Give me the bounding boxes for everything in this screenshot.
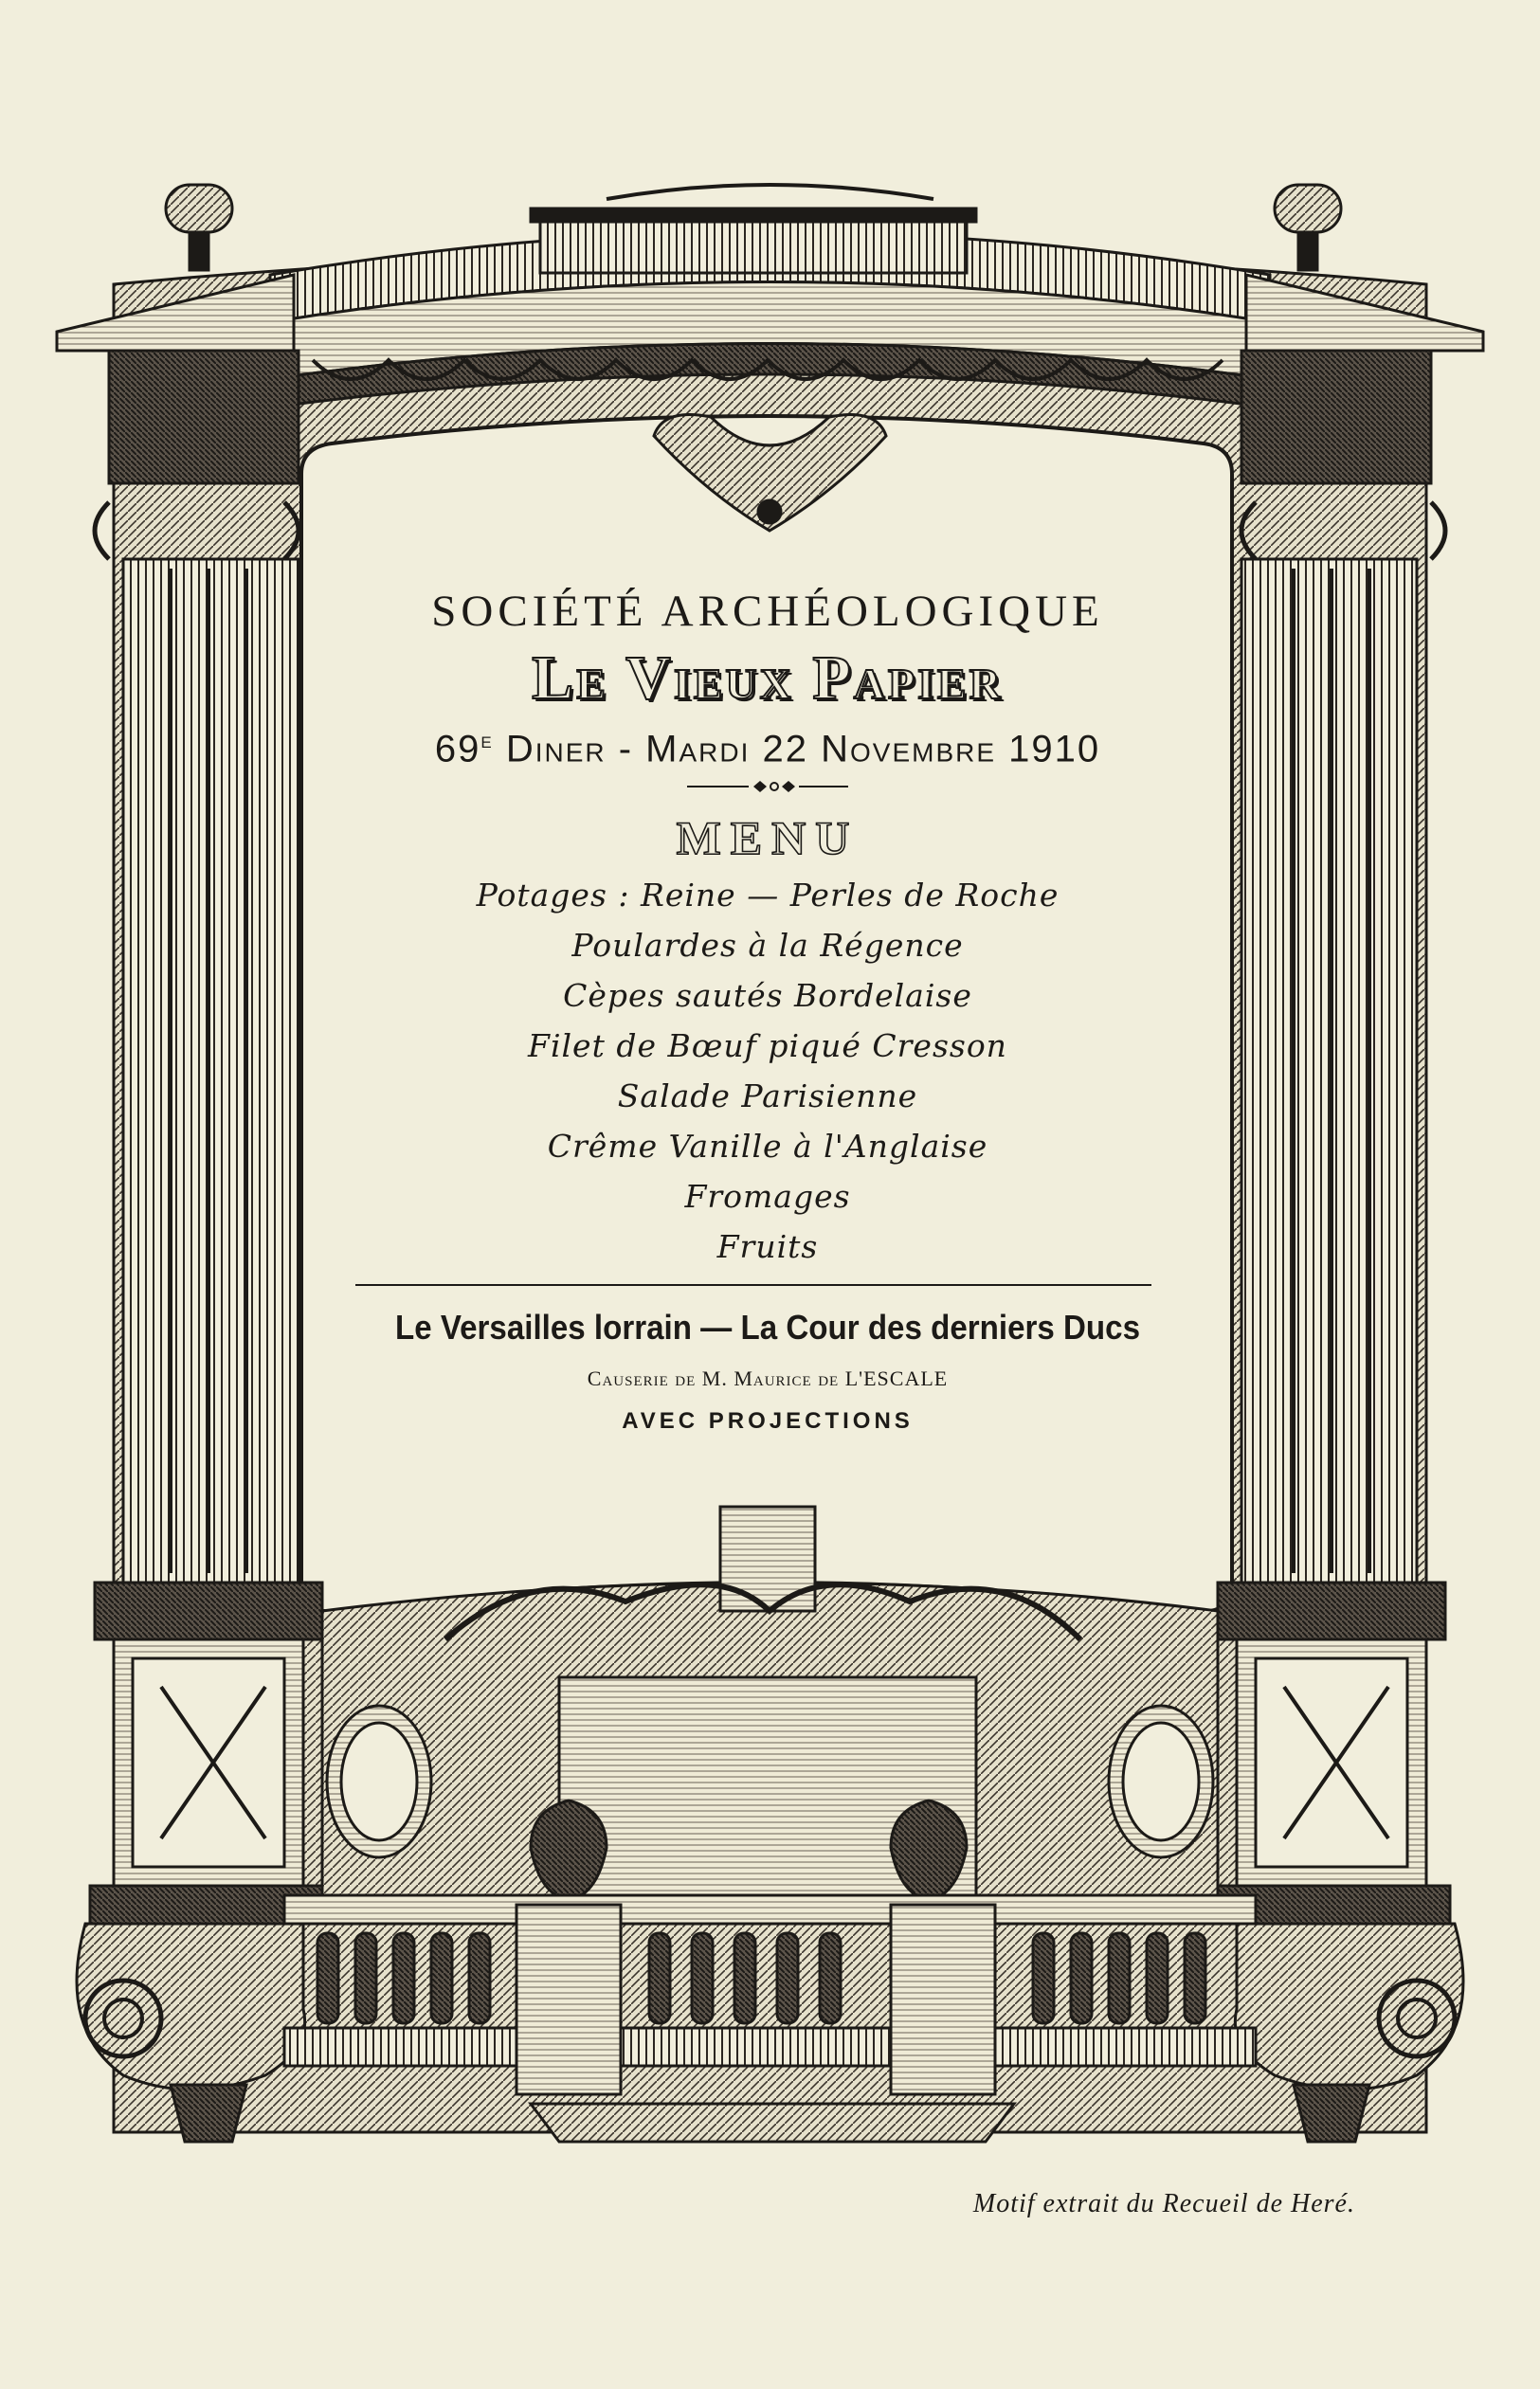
menu-title: MENU xyxy=(676,811,860,864)
menu-item: Fruits xyxy=(716,1228,819,1265)
menu-items xyxy=(313,870,1223,1272)
society-name: SOCIÉTÉ ARCHÉOLOGIQUE xyxy=(431,587,1104,636)
menu-item: Potages : Reine — Perles de Roche xyxy=(476,877,1060,914)
right-pilaster xyxy=(1213,185,1483,2142)
menu-item: Crême Vanille à l'Anglaise xyxy=(547,1128,988,1165)
divider-ornament-icon xyxy=(687,777,848,796)
image-caption: Motif extrait du Recueil de Heré. xyxy=(972,2189,1355,2218)
lecture-note: AVEC PROJECTIONS xyxy=(622,1408,914,1434)
lecture-title: Le Versailles lorrain — La Cour des derniers Ducs xyxy=(395,1308,1140,1347)
menu-item: Salade Parisienne xyxy=(617,1077,918,1114)
menu-item: Cèpes sautés Bordelaise xyxy=(563,977,972,1014)
menu-panel xyxy=(313,474,1223,1469)
section-divider xyxy=(355,1284,1151,1286)
dinner-date: Diner - Mardi 22 Novembre 1910 xyxy=(505,728,1101,770)
dinner-line xyxy=(313,728,1223,770)
dinner-number: 69 xyxy=(434,728,481,770)
menu-item: Filet de Bœuf piqué Cresson xyxy=(528,1027,1007,1064)
dinner-suffix: e xyxy=(480,728,494,753)
left-pilaster xyxy=(57,185,327,2142)
menu-item: Poulardes à la Régence xyxy=(571,927,964,964)
club-name: Le Vieux Papier xyxy=(532,643,1004,713)
menu-item: Fromages xyxy=(684,1178,851,1215)
lecture-speaker: Causerie de M. Maurice de L'ESCALE xyxy=(587,1366,949,1390)
